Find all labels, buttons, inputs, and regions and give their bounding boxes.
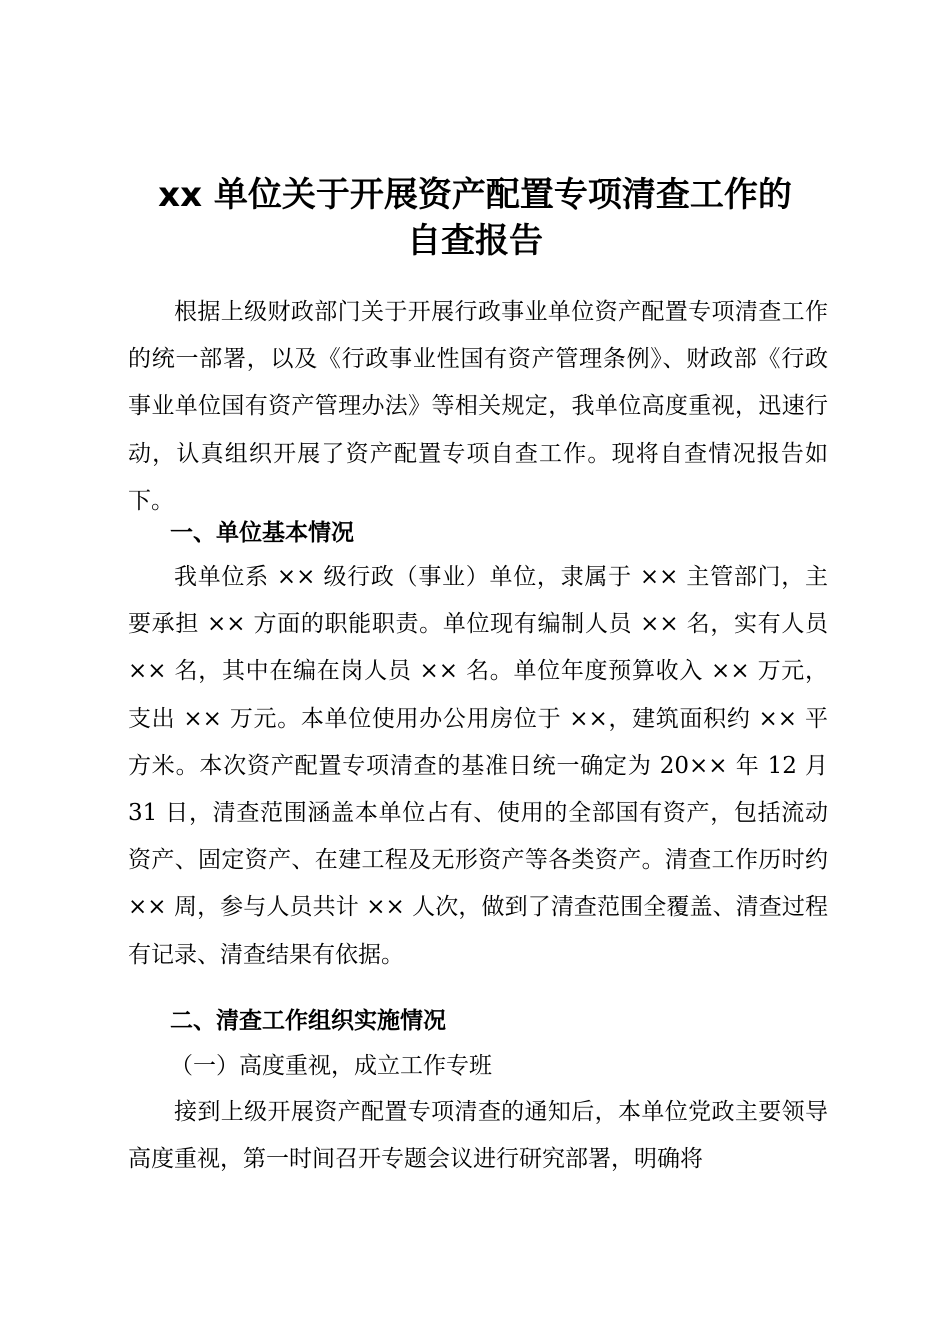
section-heading-basic-info: 一、单位基本情况 bbox=[170, 520, 354, 546]
intro-paragraph: 根据上级财政部门关于开展行政事业单位资产配置专项清查工作的统一部署，以及《行政事业性国有资产管理条例》、财政部《行政事业单位国有资产管理办法》等相关规定，我单位高度重视，迅速行动，认真组织开展了资产配置专项自查工作。现将自查情况报告如下。 bbox=[128, 299, 828, 514]
document-title-line-1: xx 单位关于开展资产配置专项清查工作的 bbox=[158, 175, 792, 215]
document-title-line-2: 自查报告 bbox=[407, 221, 543, 261]
section-basic-info-paragraph: 我单位系 ×× 级行政（事业）单位，隶属于 ×× 主管部门，主要承担 ×× 方面的职能职责。单位现有编制人员 ×× 名，实有人员 ×× 名，其中在编在岗人员 ×× 名。单位年度预算收入 ×× 万元，支出 ×× 万元。本单位使用办公用房位于 ××，建筑面积约 ×× 平方米。本次资产配置专项清查的基准日统一确定为 20×× 年 12 月 31 日，清查范围涵盖本单位占有、使用的全部国有资产，包括流动资产、固定资产、在建工程及无形资产等各类资产。清查工作历时约 ×× 周，参与人员共计 ×× 人次，做到了清查范围全覆盖、清查过程有记录、清查结果有依据。 bbox=[128, 564, 828, 968]
section-heading-implementation: 二、清查工作组织实施情况 bbox=[170, 1008, 446, 1034]
subsection-1-paragraph: 接到上级开展资产配置专项清查的通知后，本单位党政主要领导高度重视，第一时间召开专题会议进行研究部署，明确将 bbox=[128, 1099, 828, 1173]
subsection-heading-1: （一）高度重视，成立工作专班 bbox=[170, 1053, 492, 1079]
